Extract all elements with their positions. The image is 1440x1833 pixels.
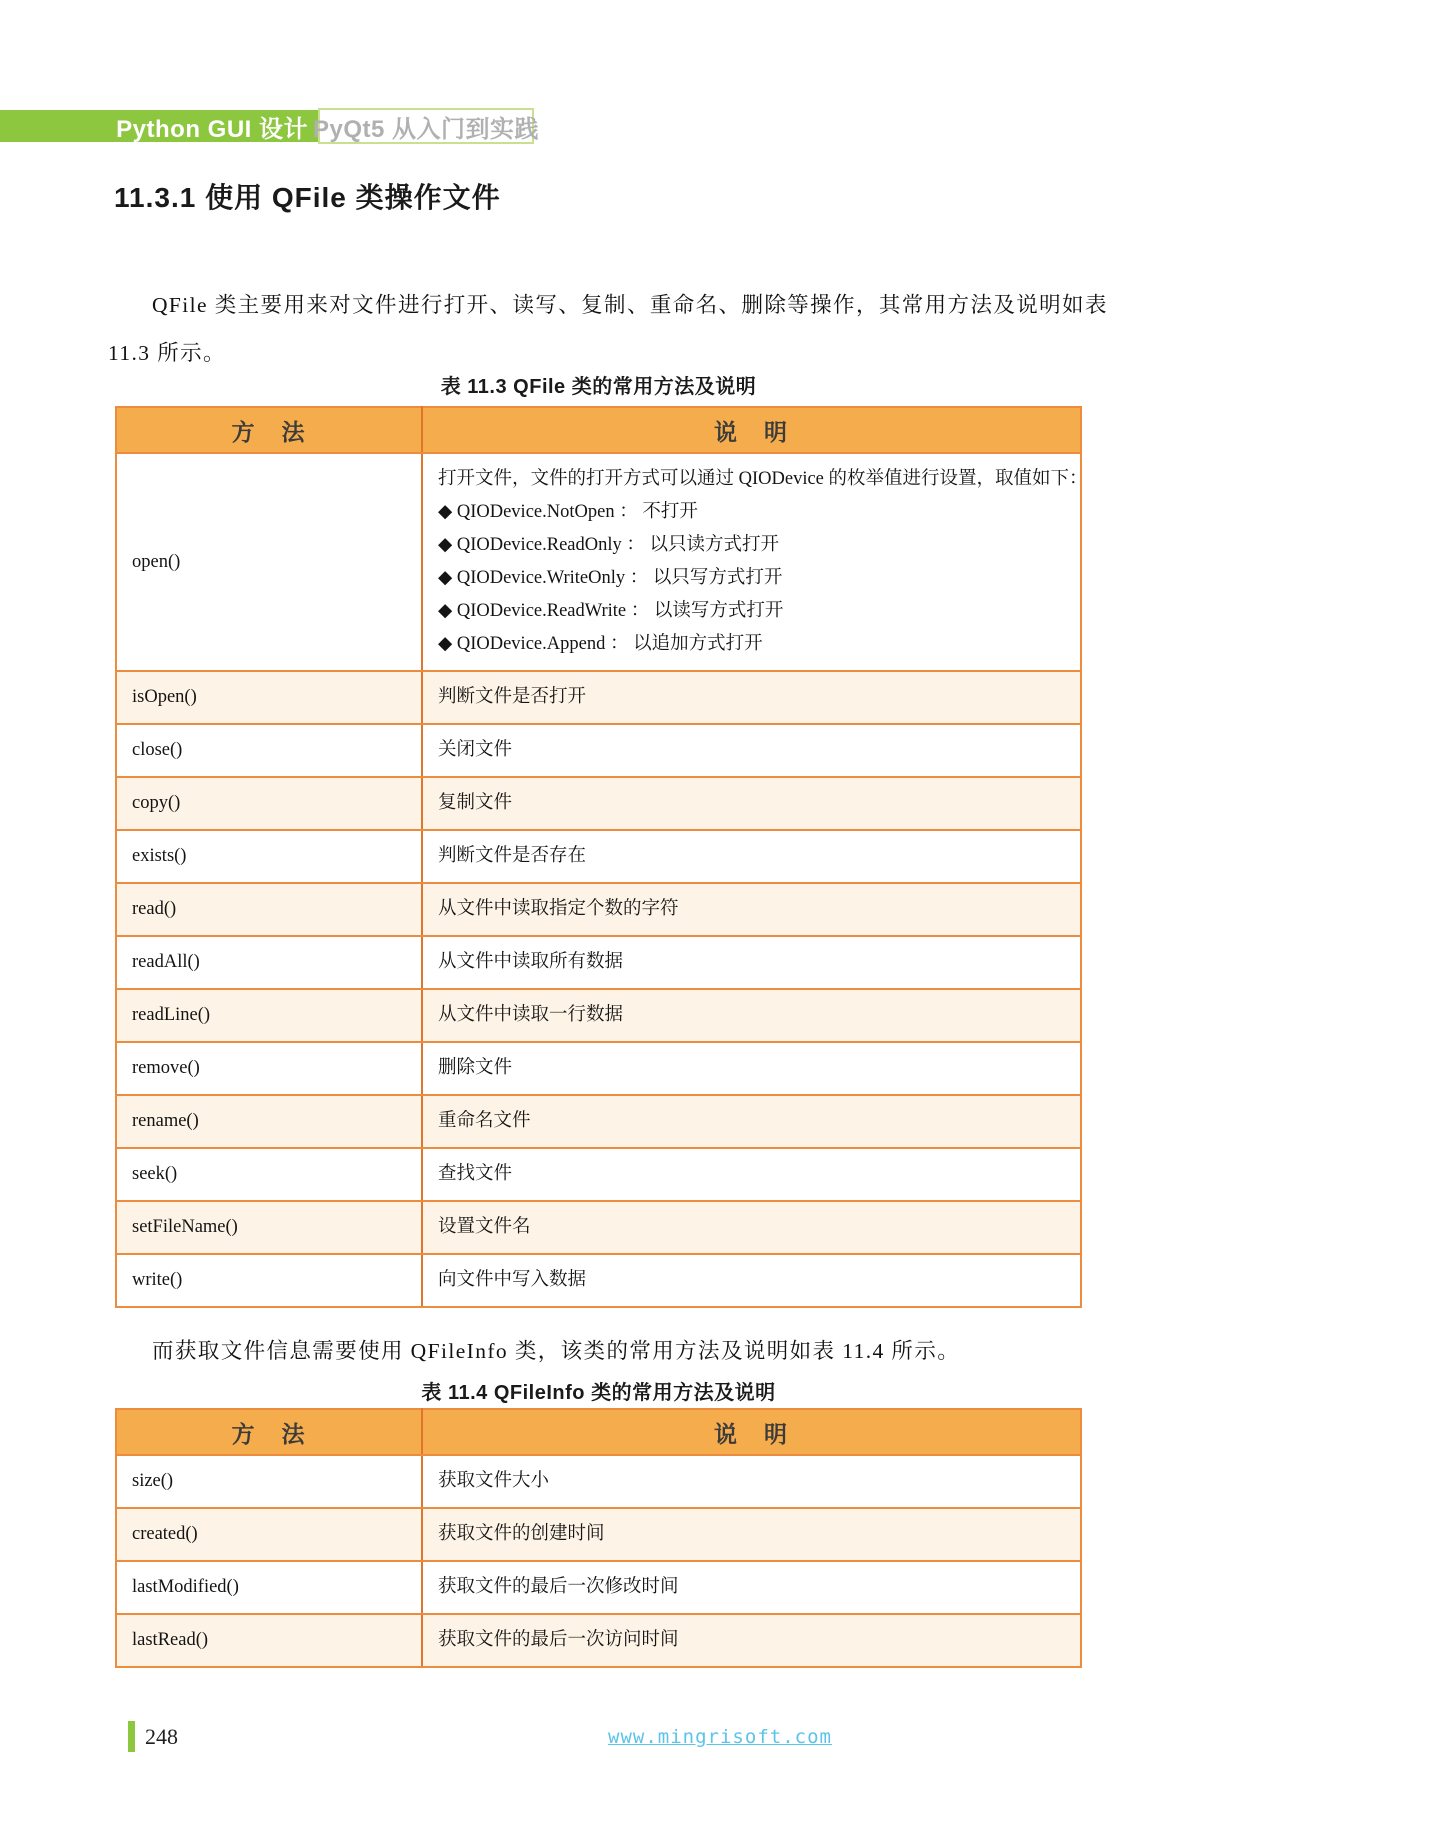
description-line: 判断文件是否打开: [438, 687, 587, 707]
method-cell: close(): [116, 724, 422, 777]
method-cell: remove(): [116, 1042, 422, 1095]
table1-caption: 表 11.3 QFile 类的常用方法及说明: [440, 376, 757, 398]
description-line: 判断文件是否存在: [438, 846, 587, 866]
description-cell: [422, 777, 1081, 830]
description-line: 从文件中读取所有数据: [438, 952, 624, 972]
running-head-green-bar: [0, 110, 318, 142]
table-row: [116, 1254, 1081, 1307]
method-cell: setFileName(): [116, 1201, 422, 1254]
table-row: [116, 989, 1081, 1042]
description-cell: [422, 453, 1088, 671]
description-cell: [422, 883, 1081, 936]
book-series-label: PyQt5 从入门到实践: [312, 115, 540, 143]
description-line: 重命名文件: [438, 1111, 531, 1131]
table-row: [116, 453, 1081, 671]
description-cell: [422, 830, 1081, 883]
description-line: 获取文件的最后一次访问时间: [438, 1630, 679, 1650]
footer: [0, 1726, 1440, 1748]
table-row: [116, 1148, 1081, 1201]
column-header-description: 说 明: [422, 407, 1081, 453]
table-row: [116, 1455, 1081, 1508]
description-line: ◆ QIODevice.ReadWrite ： 以读写方式打开: [438, 601, 784, 621]
method-cell: copy(): [116, 777, 422, 830]
page-number: 248: [145, 1724, 178, 1749]
description-line: 从文件中读取一行数据: [438, 1005, 624, 1025]
qfileinfo-methods-table: [115, 1408, 1082, 1668]
description-cell: [422, 1508, 1081, 1561]
table-row: [116, 1561, 1081, 1614]
intro-paragraph: [108, 281, 1108, 377]
method-cell: created(): [116, 1508, 422, 1561]
description-line: 获取文件的创建时间: [438, 1524, 605, 1544]
method-cell: readAll(): [116, 936, 422, 989]
table-row: [116, 830, 1081, 883]
description-line: 获取文件的最后一次修改时间: [438, 1577, 679, 1597]
description-line: 获取文件大小: [438, 1471, 550, 1491]
description-cell: [422, 1254, 1081, 1307]
description-cell: [422, 1042, 1081, 1095]
section-heading: 11.3.1 使用 QFile 类操作文件: [114, 182, 501, 213]
description-line: ◆ QIODevice.ReadOnly ： 以只读方式打开: [438, 535, 780, 555]
paragraph-line: 而获取文件信息需要使用 QFileInfo 类，该类的常用方法及说明如表 11.4 所示。: [152, 1339, 961, 1363]
method-cell: isOpen(): [116, 671, 422, 724]
table-row: [116, 1201, 1081, 1254]
method-cell: open(): [116, 453, 422, 671]
column-header-description: 说 明: [422, 1409, 1081, 1455]
description-line: 复制文件: [438, 793, 513, 813]
description-line: ◆ QIODevice.WriteOnly ： 以只写方式打开: [438, 568, 783, 588]
method-cell: lastRead(): [116, 1614, 422, 1667]
description-cell: [422, 1148, 1081, 1201]
running-head-series-box: [312, 108, 540, 144]
paragraph-line: QFile 类主要用来对文件进行打开、读写、复制、重命名、删除等操作，其常用方法及说明如表: [152, 293, 1108, 317]
description-cell: [422, 1201, 1081, 1254]
column-header-method: 方 法: [116, 1409, 422, 1455]
method-cell: rename(): [116, 1095, 422, 1148]
table2-caption: 表 11.4 QFileInfo 类的常用方法及说明: [421, 1382, 776, 1404]
table-row: [116, 777, 1081, 830]
publisher-website-link[interactable]: www.mingrisoft.com: [608, 1726, 832, 1748]
book-brand-label: Python GUI 设计: [116, 115, 308, 143]
description-line: 向文件中写入数据: [438, 1270, 587, 1290]
method-cell: read(): [116, 883, 422, 936]
table-row: [116, 883, 1081, 936]
description-cell: [422, 1095, 1081, 1148]
method-cell: write(): [116, 1254, 422, 1307]
table-header-row: [116, 407, 1081, 453]
description-line: 关闭文件: [438, 740, 513, 760]
description-cell: [422, 1455, 1081, 1508]
description-cell: [422, 989, 1081, 1042]
qfile-methods-table: [115, 406, 1088, 1308]
table-row: [116, 671, 1081, 724]
paragraph-line: 11.3 所示。: [108, 341, 226, 365]
method-cell: exists(): [116, 830, 422, 883]
description-cell: [422, 1561, 1081, 1614]
table-row: [116, 1508, 1081, 1561]
description-line: ◆ QIODevice.NotOpen ： 不打开: [438, 502, 698, 522]
description-cell: [422, 671, 1081, 724]
table-row: [116, 1095, 1081, 1148]
table-row: [116, 1042, 1081, 1095]
description-line: 删除文件: [438, 1058, 513, 1078]
running-head: [0, 110, 540, 143]
description-line: 设置文件名: [438, 1217, 531, 1237]
description-line: 从文件中读取指定个数的字符: [438, 899, 679, 919]
description-line: ◆ QIODevice.Append ： 以追加方式打开: [438, 634, 763, 654]
transition-paragraph: [108, 1327, 1103, 1375]
table-row: [116, 1614, 1081, 1667]
table-row: [116, 724, 1081, 777]
description-line: 查找文件: [438, 1164, 513, 1184]
method-cell: readLine(): [116, 989, 422, 1042]
table-header-row: [116, 1409, 1081, 1455]
description-line: 打开文件，文件的打开方式可以通过 QIODevice 的枚举值进行设置，取值如下：: [438, 469, 1088, 489]
column-header-method: 方 法: [116, 407, 422, 453]
method-cell: seek(): [116, 1148, 422, 1201]
description-cell: [422, 724, 1081, 777]
description-cell: [422, 936, 1081, 989]
table-row: [116, 936, 1081, 989]
description-cell: [422, 1614, 1081, 1667]
method-cell: lastModified(): [116, 1561, 422, 1614]
method-cell: size(): [116, 1455, 422, 1508]
